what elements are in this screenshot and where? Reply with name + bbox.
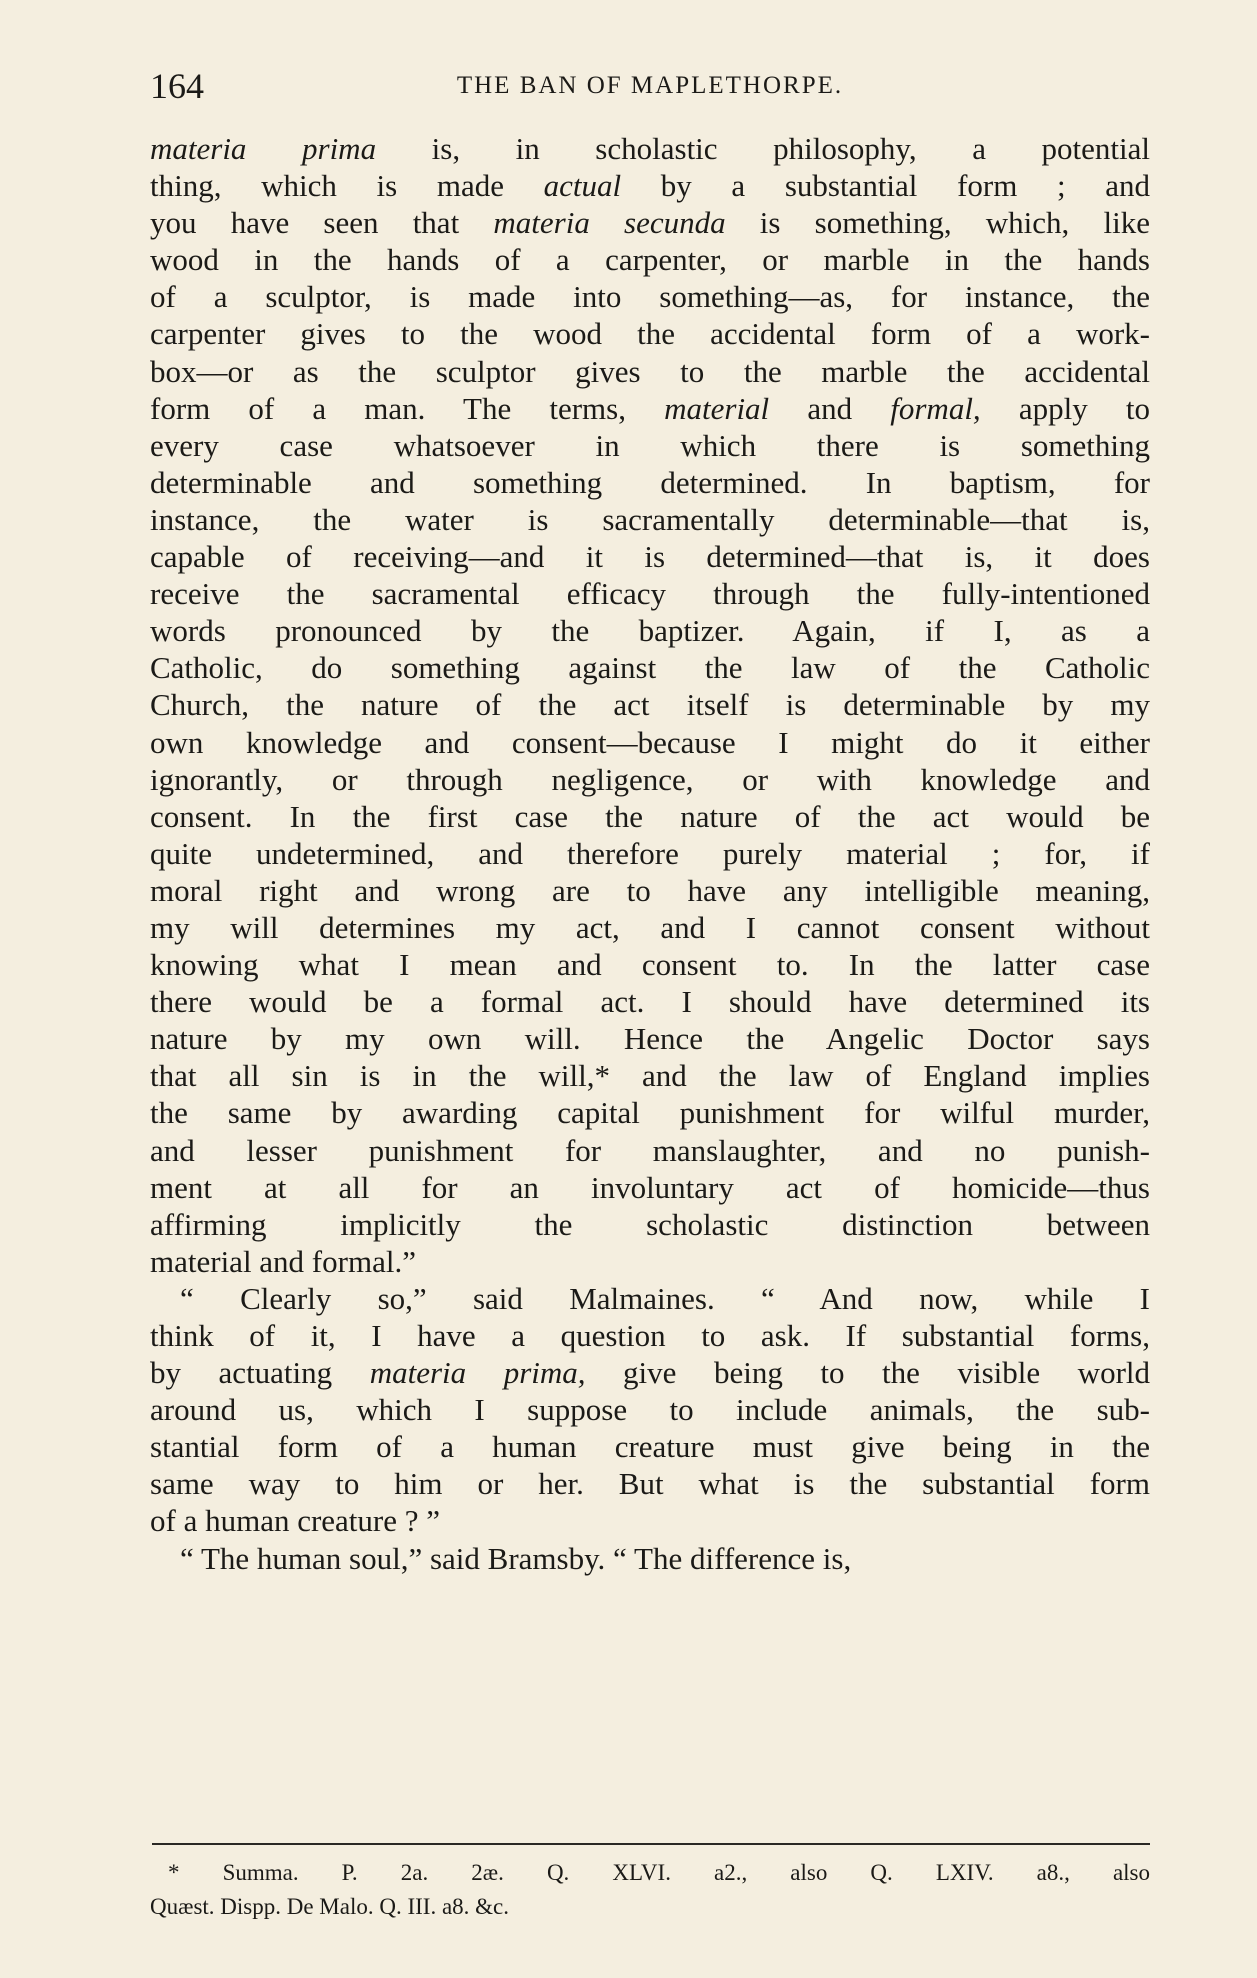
text-line: [150, 909, 1150, 946]
text-run: quite undetermined, and therefore purely material ; for, if: [150, 835, 1150, 871]
footnote-line: Quæst. Dispp. De Malo. Q. III. a8. &c.: [150, 1894, 510, 1919]
footnote-line: * Summa. P. 2a. 2æ. Q. XLVI. a2., also Q. LXIV. a8., also: [168, 1860, 1150, 1885]
page-header: [150, 64, 1150, 108]
text-line: [150, 464, 1150, 501]
italic-term: formal,: [890, 390, 981, 426]
text-run: Church, the nature of the act itself is determinable by my: [150, 687, 1150, 723]
text-run: by a substantial form ; and: [621, 168, 1150, 204]
text-run: wood in the hands of a carpenter, or marble in the hands: [150, 242, 1150, 278]
text-run: Catholic, do something against the law of the Catholic: [150, 650, 1150, 686]
text-run: own knowledge and consent—because I might do it either: [150, 724, 1150, 760]
text-line: [150, 686, 1150, 723]
italic-term: materia secunda: [493, 205, 726, 241]
text-run: nature by my own will. Hence the Angelic Doctor says: [150, 1021, 1150, 1057]
text-run: determinable and something determined. In baptism, for: [150, 464, 1150, 500]
text-run: same way to him or her. But what is the substantial form: [150, 1466, 1150, 1502]
text-line: [150, 204, 1150, 241]
text-run: “ Clearly so,” said Malmaines. “ And now, while I: [180, 1280, 1150, 1316]
text-line: [150, 761, 1150, 798]
text-run: my will determines my act, and I cannot consent without: [150, 909, 1150, 945]
text-line: [150, 501, 1150, 538]
text-run: there would be a formal act. I should have determined its: [150, 984, 1150, 1020]
text-line: [150, 1243, 1150, 1280]
text-run: carpenter gives to the wood the accidental form of a work-: [150, 316, 1150, 352]
text-run: knowing what I mean and consent to. In the latter case: [150, 947, 1150, 983]
text-line: [150, 167, 1150, 204]
text-line: [150, 130, 1150, 167]
text-run: you have seen that: [150, 205, 494, 241]
text-line: [150, 798, 1150, 835]
text-line: [150, 1502, 1150, 1539]
text-line: [150, 946, 1150, 983]
text-run: every case whatsoever in which there is something: [150, 427, 1150, 463]
text-line: [150, 1280, 1150, 1317]
text-run: instance, the water is sacramentally determinable—that is,: [150, 501, 1150, 537]
text-line: [150, 1020, 1150, 1057]
text-line: [150, 612, 1150, 649]
text-run: form of a man. The terms,: [150, 390, 665, 426]
text-run: receive the sacramental efficacy through the fully-intentioned: [150, 576, 1150, 612]
text-line: [150, 427, 1150, 464]
text-line: [150, 1465, 1150, 1502]
italic-term: materia prima,: [369, 1355, 586, 1391]
text-line: [150, 724, 1150, 761]
text-run: give being to the visible world: [585, 1355, 1150, 1391]
text-line: [150, 872, 1150, 909]
text-run: words pronounced by the baptizer. Again, if I, as a: [150, 613, 1150, 649]
text-line: [150, 1354, 1150, 1391]
text-line: [150, 538, 1150, 575]
italic-term: material: [664, 390, 770, 426]
text-run: thing, which is made: [150, 168, 544, 204]
text-line: [150, 353, 1150, 390]
footnote-rule: [152, 1843, 1150, 1845]
italic-term: actual: [543, 168, 622, 204]
text-run: and lesser punishment for manslaughter, and no punish-: [150, 1132, 1150, 1168]
text-run: ment at all for an involuntary act of homicide—thus: [150, 1169, 1150, 1205]
text-line: [150, 315, 1150, 352]
text-line: [150, 1428, 1150, 1465]
text-line: [150, 835, 1150, 872]
text-run: affirming implicitly the scholastic distinction between: [150, 1206, 1150, 1242]
text-run: material and formal.”: [150, 1243, 416, 1279]
text-line: [150, 1391, 1150, 1428]
text-line: [150, 649, 1150, 686]
text-line: [150, 1317, 1150, 1354]
text-run: is, in scholastic philosophy, a potential: [376, 131, 1150, 166]
text-run: and: [769, 390, 891, 426]
text-run: box—or as the sculptor gives to the marble the accidental: [150, 353, 1150, 389]
text-run: consent. In the first case the nature of the act would be: [150, 798, 1150, 834]
text-line: [150, 1057, 1150, 1094]
text-run: of a human creature ? ”: [150, 1503, 441, 1539]
text-run: “ The human soul,” said Bramsby. “ The difference is,: [180, 1540, 852, 1576]
text-run: of a sculptor, is made into something—as, for instance, the: [150, 279, 1150, 315]
text-line: [150, 241, 1150, 278]
text-line: [150, 1132, 1150, 1169]
text-run: the same by awarding capital punishment for wilful murder,: [150, 1095, 1150, 1131]
page-number: 164: [150, 66, 204, 106]
text-line: [150, 575, 1150, 612]
text-run: that all sin is in the will,* and the law of England implies: [150, 1058, 1150, 1094]
text-run: by actuating: [150, 1355, 370, 1391]
italic-term: materia prima: [150, 131, 377, 166]
text-line: [150, 390, 1150, 427]
text-run: capable of receiving—and it is determined—that is, it does: [150, 539, 1150, 575]
text-run: think of it, I have a question to ask. If substantial forms,: [150, 1318, 1150, 1353]
text-line: [150, 1094, 1150, 1131]
text-run: stantial form of a human creature must give being in the: [150, 1429, 1150, 1465]
text-line: [150, 1540, 1150, 1577]
text-run: is something, which, like: [725, 205, 1150, 241]
text-run: ignorantly, or through negligence, or with knowledge and: [150, 761, 1150, 797]
text-run: apply to: [980, 390, 1150, 426]
text-line: [150, 1206, 1150, 1243]
text-line: [150, 983, 1150, 1020]
text-line: [150, 278, 1150, 315]
text-run: moral right and wrong are to have any intelligible meaning,: [150, 872, 1150, 908]
text-run: around us, which I suppose to include animals, the sub-: [150, 1392, 1150, 1428]
text-line: [150, 1169, 1150, 1206]
running-head: THE BAN OF MAPLETHORPE.: [456, 72, 844, 99]
footnote: [150, 1856, 1150, 1924]
body-text: [150, 130, 1150, 1577]
